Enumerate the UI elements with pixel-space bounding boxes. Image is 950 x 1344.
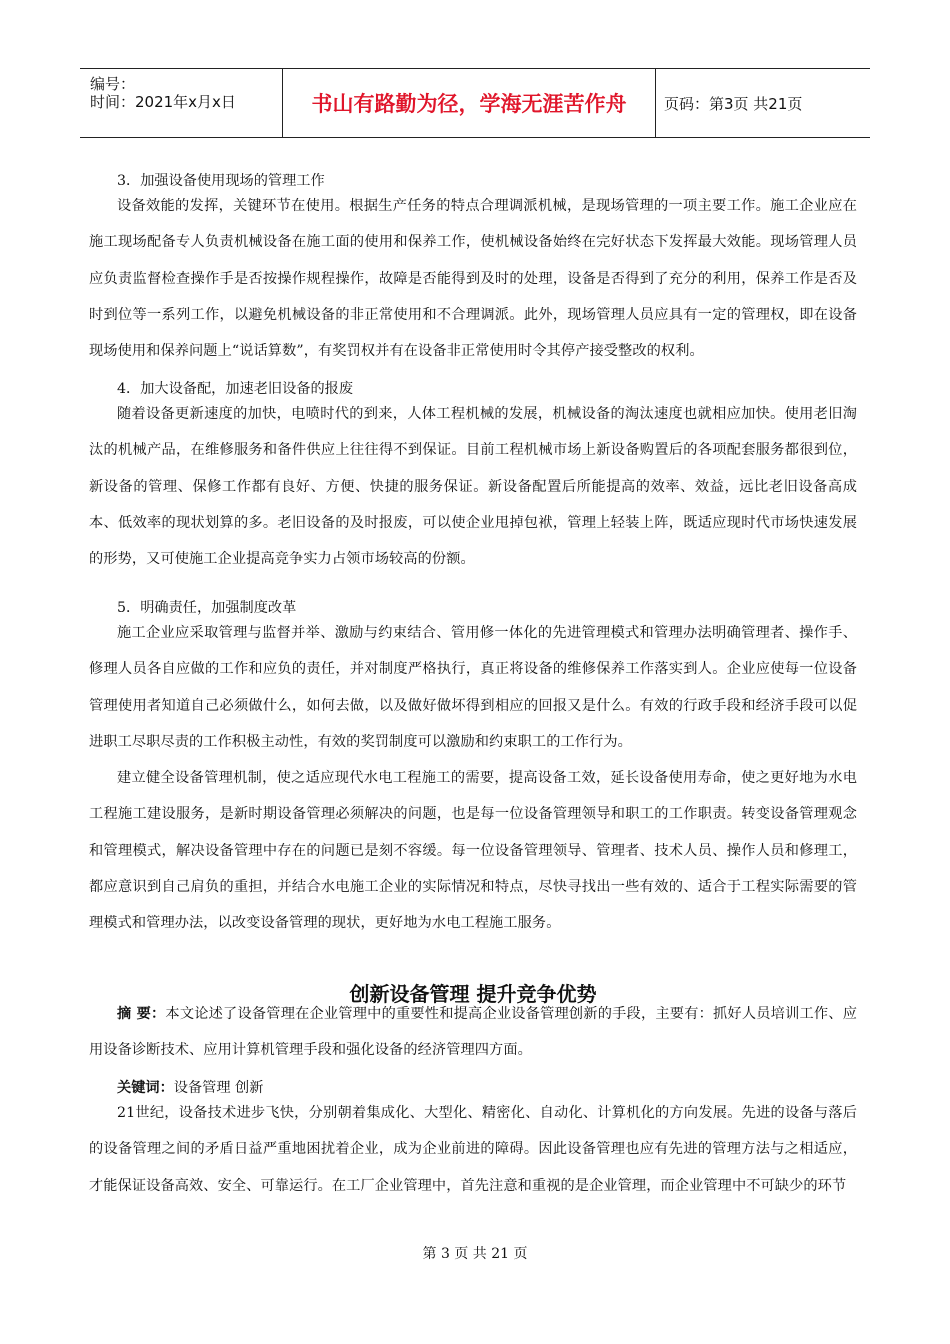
header-page-info: 页码：第3页 共21页 <box>664 94 803 113</box>
keywords-label: 关键词： <box>117 1080 174 1096</box>
abstract <box>89 996 857 1069</box>
section-paragraph: 随着设备更新速度的加快，电喷时代的到来，人体工程机械的发展，机械设备的淘汰速度也就相应加快。使用老旧淘汰的机械产品，在维修服务和备件供应上往往得不到保证。目前工程机械市场上新设备购置后的各项配套服务都很到位，新设备的管理、保修工作都有良好、方便、快捷的服务保证。新设备配置后所能提高的效率、效益，远比老旧设备高成本、低效率的现状划算的多。老旧设备的及时报废，可以使企业甩掉包袱，管理上轻装上阵，既适应现时代市场快速发展的形势，又可使施工企业提高竞争实力占领市场较高的份额。 <box>89 406 857 568</box>
number-label: 编号： <box>90 75 136 93</box>
article-intro: 21世纪，设备技术进步飞快，分别朝着集成化、大型化、精密化、自动化、计算机化的方向发展。先进的设备与落后的设备管理之间的矛盾日益严重地困扰着企业，成为企业前进的障碍。因此设备管理也应有先进的管理方法与之相适应，才能保证设备高效、安全、可靠运行。在工厂企业管理中，首先注意和重视的是企业管理，而企业管理中不可缺少的环节 <box>89 1105 857 1194</box>
section-paragraph: 设备效能的发挥，关键环节在使用。根据生产任务的特点合理调派机械，是现场管理的一项主要工作。施工企业应在施工现场配备专人负责机械设备在施工面的使用和保养工作，使机械设备始终在完好状态下发挥最大效能。现场管理人员应负责监督检查操作手是否按操作规程操作，故障是否能得到及时的处理，设备是否得到了充分的利用，保养工作是否及时到位等一系列工作，以避免机械设备的非正常使用和不合理调派。此外，现场管理人员应具有一定的管理权，即在设备现场使用和保养问题上“说话算数”，有奖罚权并有在设备非正常使用时令其停产接受整改的权利。 <box>89 198 857 360</box>
section-heading: 4．加大设备配，加速老旧设备的报废 <box>117 381 354 397</box>
section-paragraph: 施工企业应采取管理与监督并举、激励与约束结合、管用修一体化的先进管理模式和管理办法明确管理者、操作手、修理人员各自应做的工作和应负的责任，并对制度严格执行，真正将设备的维修保养工作落实到人。企业应使每一位设备管理使用者知道自己必须做什么，如何去做，以及做好做坏得到相应的回报又是什么。有效的行政手段和经济手段可以促进职工尽职尽责的工作积极主动性，有效的奖罚制度可以激励和约束职工的工作行为。 <box>89 625 857 750</box>
section-heading: 5．明确责任，加强制度改革 <box>117 600 297 616</box>
document-header <box>80 68 870 138</box>
date-label: 时间：2021年x月x日 <box>90 93 236 111</box>
closing-paragraph: 建立健全设备管理机制，使之适应现代水电工程施工的需要，提高设备工效，延长设备使用寿命，使之更好地为水电工程施工建设服务，是新时期设备管理必须解决的问题，也是每一位设备管理领导和职工的工作职责。转变设备管理观念和管理模式，解决设备管理中存在的问题已是刻不容缓。每一位设备管理领导、管理者、技术人员、操作人员和修理工，都应意识到自己肩负的重担，并结合水电施工企业的实际情况和特点，尽快寻找出一些有效的、适合于工程实际需要的管理模式和管理办法，以改变设备管理的现状，更好地为水电工程施工服务。 <box>89 770 857 932</box>
header-meta-cell <box>80 69 283 137</box>
header-motto: 书山有路勤为径，学海无涯苦作舟 <box>283 69 656 137</box>
abstract-label: 摘 要： <box>117 1006 166 1022</box>
article-title: 创新设备管理 提升竞争优势 <box>349 982 597 1006</box>
keywords <box>117 1077 263 1097</box>
abstract-text: 本文论述了设备管理在企业管理中的重要性和提高企业设备管理创新的手段，主要有：抓好人员培训工作、应用设备诊断技术、应用计算机管理手段和强化设备的经济管理四方面。 <box>89 1006 857 1059</box>
keywords-text: 设备管理 创新 <box>173 1080 264 1096</box>
page-footer: 第 3 页 共 21 页 <box>422 1246 528 1262</box>
section-heading: 3．加强设备使用现场的管理工作 <box>117 173 325 189</box>
